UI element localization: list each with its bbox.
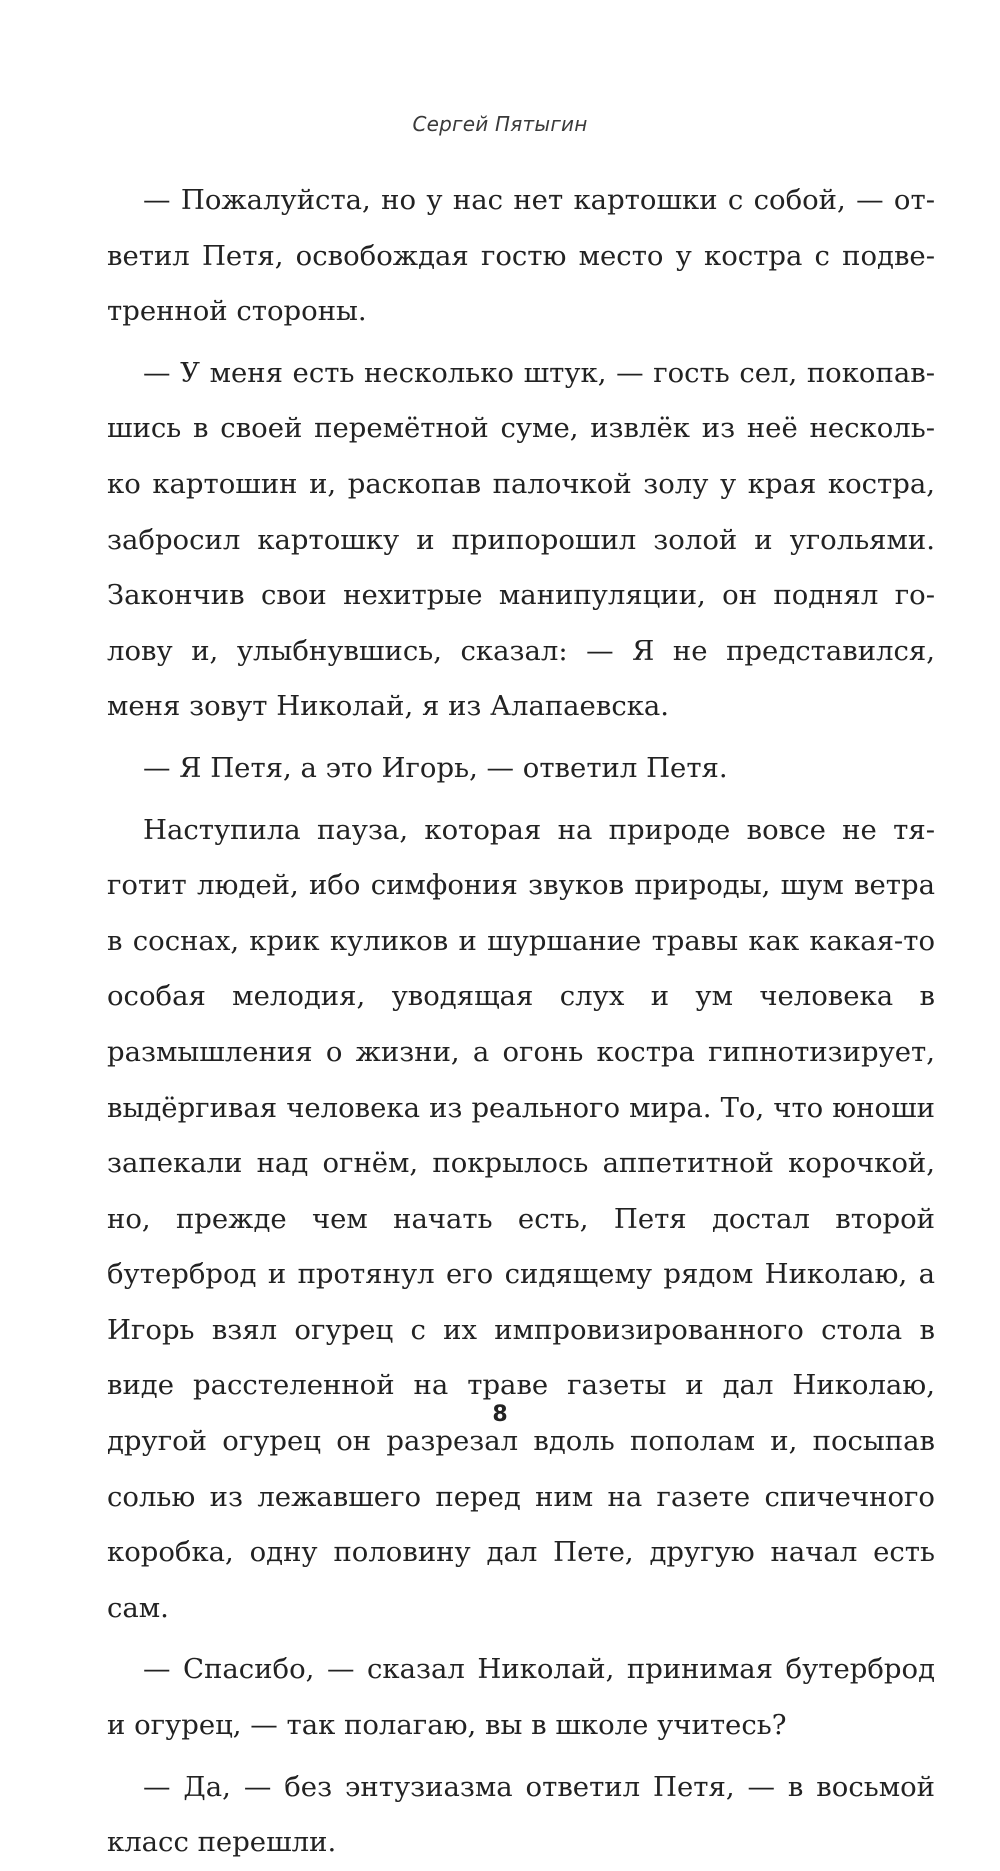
running-head-author: Сергей Пятыгин: [412, 112, 588, 136]
body-text: [107, 173, 935, 1871]
paragraph: Наступила пауза, которая на природе вовсе не тяготит людей, ибо симфония звуков природы, шум ветра в соснах, крик куликов и шуршание травы как какая-то особая мелодия, уводящая слух и ум человека в размышления о жизни, а огонь костра гипнотизирует, выдёргивая человека из реального мира. То, что юноши запекали над огнём, покрылось аппетитной корочкой, но, прежде чем начать есть, Петя достал второй бутерброд и протянул его сидящему рядом Николаю, а Игорь взял огурец с их импровизированного стола в виде расстеленной на траве газеты и дал Николаю, другой огурец он разрезал вдоль пополам и, посыпав солью из лежавшего перед ним на газете спичечного коробка, одну половину дал Пете, другую начал есть сам.: [107, 813, 935, 1624]
paragraph: — Я Петя, а это Игорь, — ответил Петя.: [143, 751, 728, 784]
paragraph: — Пожалуйста, но у нас нет картошки с собой, — ответил Петя, освобождая гостю место у костра с подветренной стороны.: [107, 184, 935, 328]
paragraph: — Да, — без энтузиазма ответил Петя, — в восьмой класс перешли.: [107, 1770, 935, 1859]
paragraph: — У меня есть несколько штук, — гость сел, покопавшись в своей перемётной суме, извлёк из неё несколько картошин и, раскопав палочкой золу у края костра, забросил картошку и припорошил золой и угольями. Закончив свои нехитрые манипуляции, он поднял голову и, улыбнувшись, сказал: — Я не представился, меня зовут Николай, я из Алапаевска.: [107, 356, 935, 723]
page-number: 8: [492, 1402, 508, 1427]
paragraph: — Спасибо, — сказал Николай, принимая бутерброд и огурец, — так полагаю, вы в школе учитесь?: [107, 1653, 935, 1742]
